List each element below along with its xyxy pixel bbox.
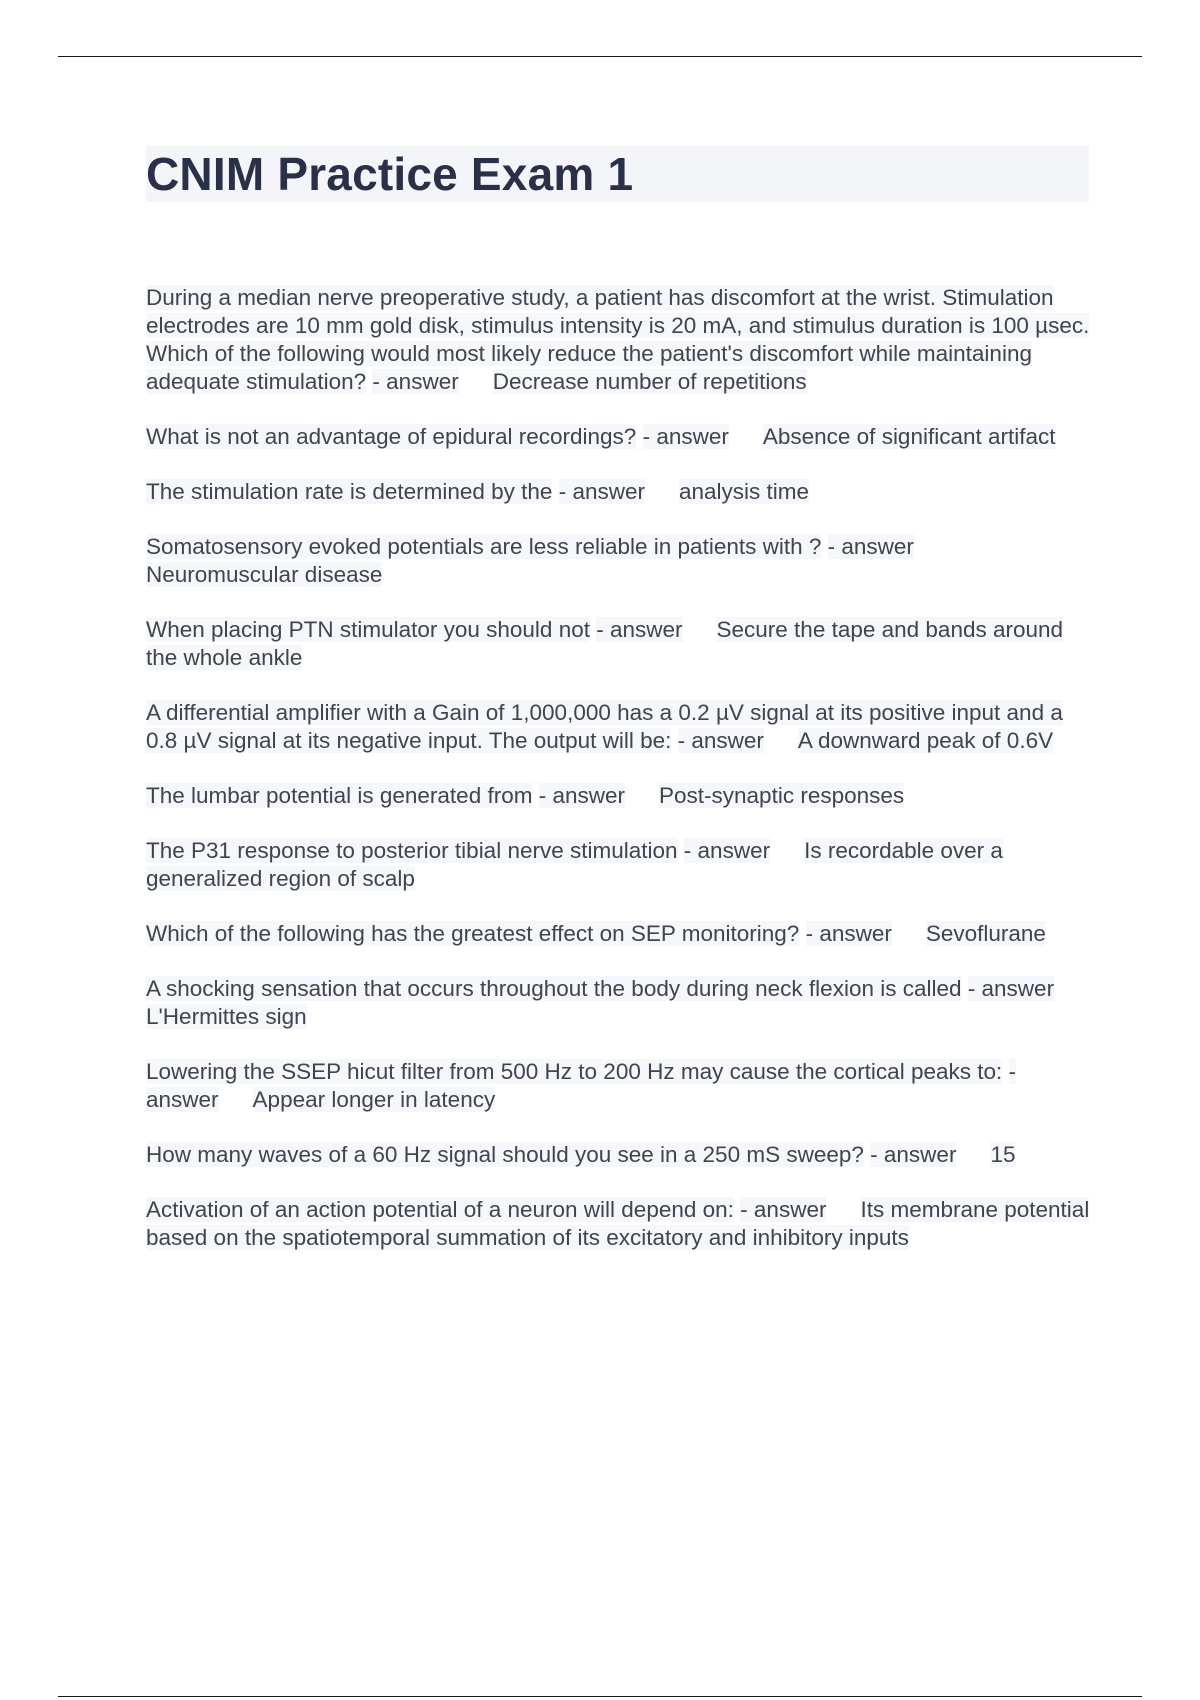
qa-item: [146, 975, 1094, 1031]
qa-item: [146, 1058, 1094, 1114]
answer-separator: - answer: [677, 728, 764, 753]
answer-separator: - answer: [805, 921, 892, 946]
qa-item: [146, 533, 1094, 589]
question-text: Activation of an action potential of a neuron will depend on:: [146, 1197, 734, 1222]
bottom-rule: [58, 1696, 1142, 1697]
question-text: The P31 response to posterior tibial nerve stimulation: [146, 838, 678, 863]
answer-separator: - answer: [146, 1059, 1017, 1112]
answer-separator: - answer: [642, 424, 729, 449]
answer-text: Secure the tape and bands around the whole ankle: [146, 617, 1064, 670]
answer-text: A downward peak of 0.6V: [797, 728, 1054, 753]
answer-separator: - answer: [372, 369, 459, 394]
question-text: The lumbar potential is generated from: [146, 783, 533, 808]
answer-separator: - answer: [740, 1197, 827, 1222]
page-title: CNIM Practice Exam 1: [146, 148, 634, 200]
question-text: When placing PTN stimulator you should not: [146, 617, 590, 642]
answer-text: Its membrane potential based on the spatiotemporal summation of its excitatory and inhibitory inputs: [146, 1197, 1090, 1250]
answer-text: analysis time: [679, 479, 810, 504]
qa-item: [146, 699, 1094, 755]
qa-item: [146, 423, 1094, 451]
answer-text: Post-synaptic responses: [659, 783, 905, 808]
question-text: Which of the following has the greatest effect on SEP monitoring?: [146, 921, 800, 946]
answer-separator: - answer: [538, 783, 626, 808]
question-text: A shocking sensation that occurs throughout the body during neck flexion is called: [146, 976, 962, 1001]
answer-separator: - answer: [558, 479, 645, 504]
question-text: Somatosensory evoked potentials are less reliable in patients with ?: [146, 534, 822, 559]
qa-item: [146, 782, 1094, 810]
qa-list: [146, 284, 1094, 1279]
qa-item: [146, 1196, 1094, 1252]
question-text: The stimulation rate is determined by the: [146, 479, 553, 504]
answer-text: Neuromuscular disease: [146, 562, 383, 587]
answer-text: Absence of significant artifact: [762, 424, 1056, 449]
qa-item: [146, 284, 1094, 396]
answer-separator: - answer: [870, 1142, 957, 1167]
answer-separator: - answer: [967, 976, 1055, 1001]
answer-text: Is recordable over a generalized region of scalp: [146, 838, 1003, 891]
qa-item: [146, 616, 1094, 672]
qa-item: [146, 1141, 1094, 1169]
question-text: What is not an advantage of epidural recordings?: [146, 424, 637, 449]
answer-separator: - answer: [827, 534, 914, 559]
top-rule: [58, 56, 1142, 57]
question-text: During a median nerve preoperative study, a patient has discomfort at the wrist. Stimulation electrodes are 10 mm gold disk, stimulus intensity is 20 mA, and stimulus duration is 100 µsec. Which of the following would most likely reduce the patient's discomfort while maintaining adequate stimulation?: [146, 285, 1090, 394]
qa-item: [146, 478, 1094, 506]
answer-text: L'Hermittes sign: [146, 1004, 307, 1029]
answer-text: Appear longer in latency: [252, 1087, 496, 1112]
question-text: Lowering the SSEP hicut filter from 500 Hz to 200 Hz may cause the cortical peaks to:: [146, 1059, 1003, 1084]
qa-item: [146, 920, 1094, 948]
answer-text: 15: [990, 1142, 1016, 1167]
qa-item: [146, 837, 1094, 893]
question-text: How many waves of a 60 Hz signal should you see in a 250 mS sweep?: [146, 1142, 864, 1167]
answer-text: Decrease number of repetitions: [492, 369, 807, 394]
answer-text: Sevoflurane: [925, 921, 1046, 946]
answer-separator: - answer: [596, 617, 683, 642]
question-text: A differential amplifier with a Gain of 1,000,000 has a 0.2 µV signal at its positive input and a 0.8 µV signal at its negative input. The output will be:: [146, 700, 1063, 753]
answer-separator: - answer: [683, 838, 771, 863]
